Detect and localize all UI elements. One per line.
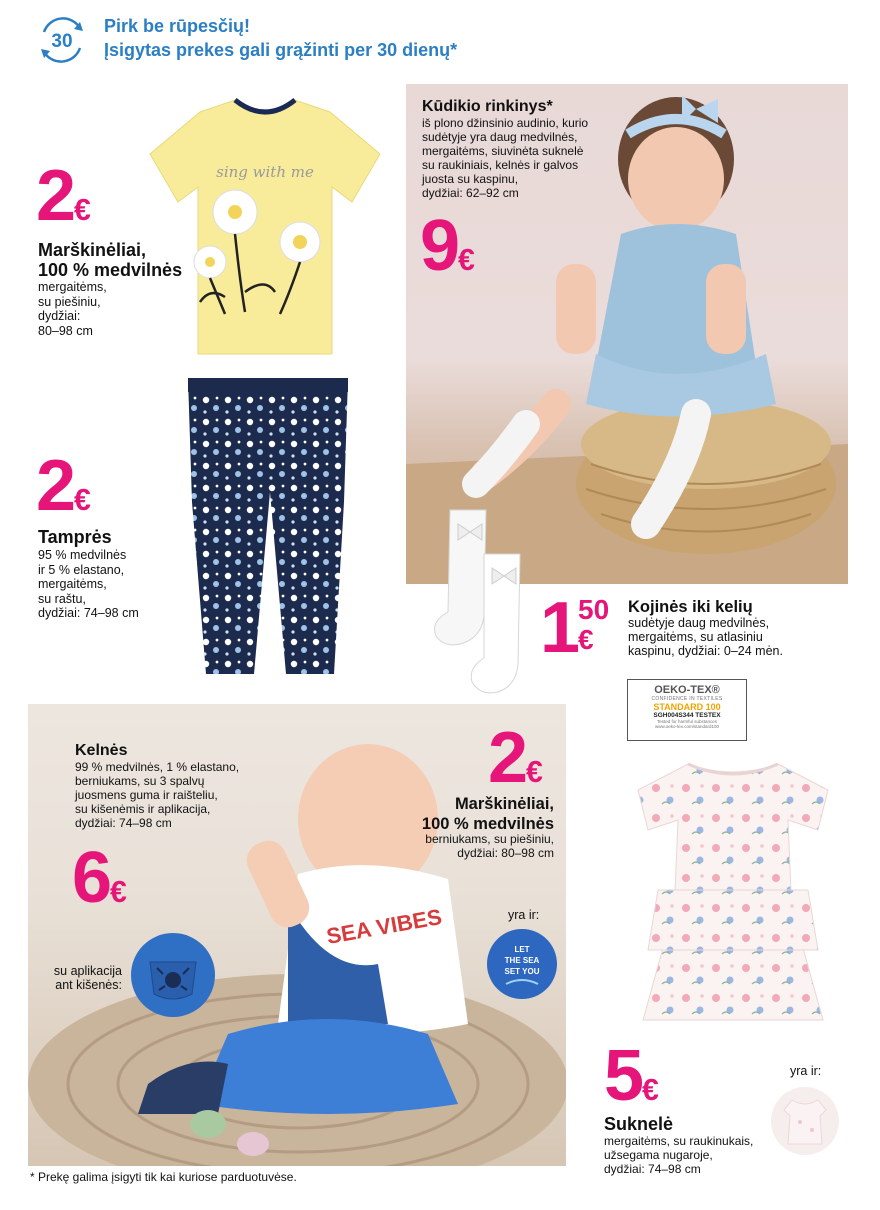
svg-text:SEA VIBES: SEA VIBES	[324, 904, 444, 949]
svg-text:sing with me: sing with me	[216, 163, 314, 181]
svg-text:SET YOU: SET YOU	[504, 967, 540, 976]
boy-tshirt-title: Marškinėliai, 100 % medvilnės	[421, 795, 554, 833]
applique-note: su aplikacija ant kišenės:	[53, 964, 122, 992]
pants-desc: 99 % medvilnės, 1 % elastano, berniukams, su 3 spalvų juosmens guma ir raišteliu, su kišenėmis ir aplikacija, dydžiai: 74–98 cm	[75, 760, 240, 830]
return-30-days-icon	[36, 14, 88, 66]
dress-also-label: yra ir:	[790, 1064, 822, 1078]
leggings-desc: 95 % medvilnės ir 5 % elastano, mergaitėms, su raštu, dydžiai: 74–98 cm	[38, 548, 139, 620]
svg-text:THE SEA: THE SEA	[504, 956, 540, 965]
tshirt-price: 2€	[36, 156, 91, 236]
tshirt-desc: mergaitėms, su piešiniu, dydžiai: 80–98 cm	[38, 280, 107, 338]
socks-price: 1	[540, 588, 577, 668]
pants-price: 6€	[72, 838, 127, 918]
dress-variant-image	[770, 1086, 840, 1156]
tshirt-image	[140, 92, 390, 367]
boy-tshirt-price: 2€	[488, 718, 543, 798]
socks-title: Kojinės iki kelių	[628, 598, 753, 616]
leggings-title: Tamprės	[38, 527, 112, 547]
header-title: Pirk be rūpesčių!	[104, 16, 251, 36]
leggings-price: 2€	[36, 446, 91, 526]
boy-tshirt-also-label: yra ir:	[508, 908, 540, 922]
dress-desc: mergaitėms, su raukinukais, užsegama nugaroje, dydžiai: 74–98 cm	[604, 1134, 754, 1176]
boy-tshirt-desc: berniukams, su piešiniu, dydžiai: 80–98 cm	[425, 832, 554, 860]
boy-tshirt-variant-image	[486, 928, 558, 1000]
leggings-image	[178, 372, 358, 682]
baby-set-title: Kūdikio rinkinys*	[422, 98, 553, 115]
dress-image	[618, 750, 848, 1030]
socks-price-cents: 50	[578, 594, 610, 625]
pants-title: Kelnės	[75, 742, 128, 759]
baby-set-desc: iš plono džinsinio audinio, kurio sudėtyje yra daug medvilnės, mergaitėms, siuvinėta suknelė su raukiniais, kelnės ir galvos juosta su kaspinu, dydžiai: 62–92 cm	[422, 116, 589, 200]
applique-detail-image	[130, 932, 216, 1018]
header-subtitle: Įsigytas prekes gali grąžinti per 30 dienų*	[104, 40, 458, 60]
footnote: * Prekę galima įsigyti tik kai kuriose parduotuvėse.	[30, 1170, 297, 1184]
dress-price: 5€	[604, 1036, 659, 1116]
oeko-tex-label: OEKO-TEX® CONFIDENCE IN TEXTILES STANDARD 100 SGH004S344 TESTEX Tested for harmful substances www.oeko-tex.com/standard100	[627, 679, 747, 741]
svg-text:LET: LET	[514, 945, 530, 954]
socks-image	[428, 504, 548, 696]
socks-price-currency: €	[578, 624, 594, 655]
socks-desc: sudėtyje daug medvilnės, mergaitėms, su atlasiniu kaspinu, dydžiai: 0–24 mėn.	[628, 616, 783, 658]
dress-title: Suknelė	[604, 1114, 674, 1134]
tshirt-title: Marškinėliai, 100 % medvilnės	[38, 240, 183, 280]
badge-number: 30	[51, 31, 73, 52]
baby-set-price: 9€	[420, 206, 475, 286]
